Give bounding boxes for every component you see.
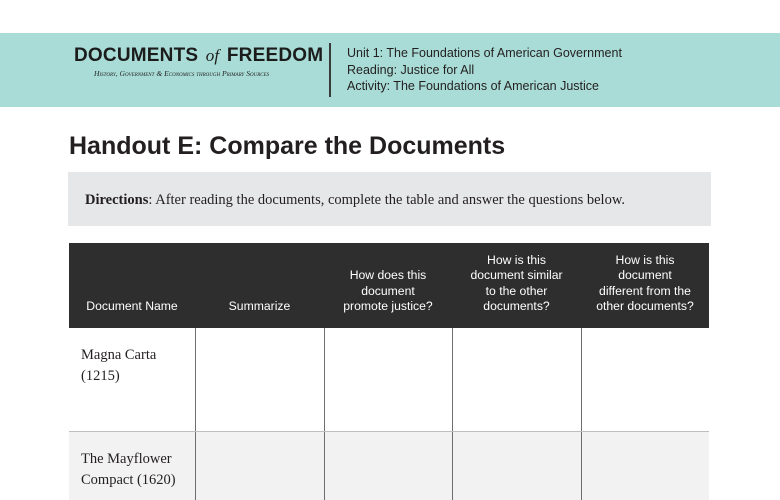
reading-line: Reading: Justice for All	[347, 62, 475, 77]
logo-title	[74, 45, 324, 67]
logo-tagline: History, Government & Economics through Primary Sources	[94, 69, 270, 78]
cell-different[interactable]	[581, 328, 709, 431]
cell-document-name: The Mayflower Compact (1620)	[81, 451, 176, 488]
directions-label: Directions	[85, 192, 149, 208]
unit-line: Unit 1: The Foundations of American Government	[347, 46, 622, 60]
unit-info	[347, 45, 622, 95]
cell-promote-justice[interactable]	[324, 328, 452, 431]
documents-of-freedom-logo	[74, 45, 324, 78]
cell-summarize[interactable]	[195, 432, 324, 500]
header-document-name-label: Document Name	[86, 298, 178, 313]
cell-different[interactable]	[581, 432, 709, 500]
logo-title-left: DOCUMENTS	[74, 45, 199, 66]
cell-similar[interactable]	[452, 432, 581, 500]
header-different	[581, 243, 709, 328]
header-similar	[452, 243, 581, 328]
activity-line: Activity: The Foundations of American Justice	[347, 79, 599, 93]
cell-summarize[interactable]	[195, 328, 324, 431]
header-banner	[0, 33, 780, 107]
directions-box	[68, 172, 711, 226]
header-promote-justice	[324, 243, 452, 328]
cell-similar[interactable]	[452, 328, 581, 431]
logo-title-of: of	[205, 46, 220, 65]
header-similar-label: How is this document similar to the other documents?	[470, 253, 563, 313]
cell-promote-justice[interactable]	[324, 432, 452, 500]
compare-table	[69, 243, 709, 500]
table-row	[69, 328, 709, 431]
header-summarize	[195, 243, 324, 328]
header-promote-justice-label: How does this document promote justice?	[343, 268, 433, 313]
logo-title-right: FREEDOM	[226, 45, 324, 66]
directions-text: : After reading the documents, complete the table and answer the questions below.	[148, 192, 625, 208]
header-summarize-label: Summarize	[228, 298, 291, 313]
handout-title: Handout E: Compare the Documents	[69, 132, 506, 160]
table-row	[69, 431, 709, 500]
header-different-label: How is this document different from the other documents?	[596, 253, 694, 313]
table-header-row	[69, 243, 709, 328]
header-document-name	[69, 243, 195, 328]
header-divider	[329, 43, 331, 97]
cell-document-name: Magna Carta (1215)	[81, 347, 157, 384]
